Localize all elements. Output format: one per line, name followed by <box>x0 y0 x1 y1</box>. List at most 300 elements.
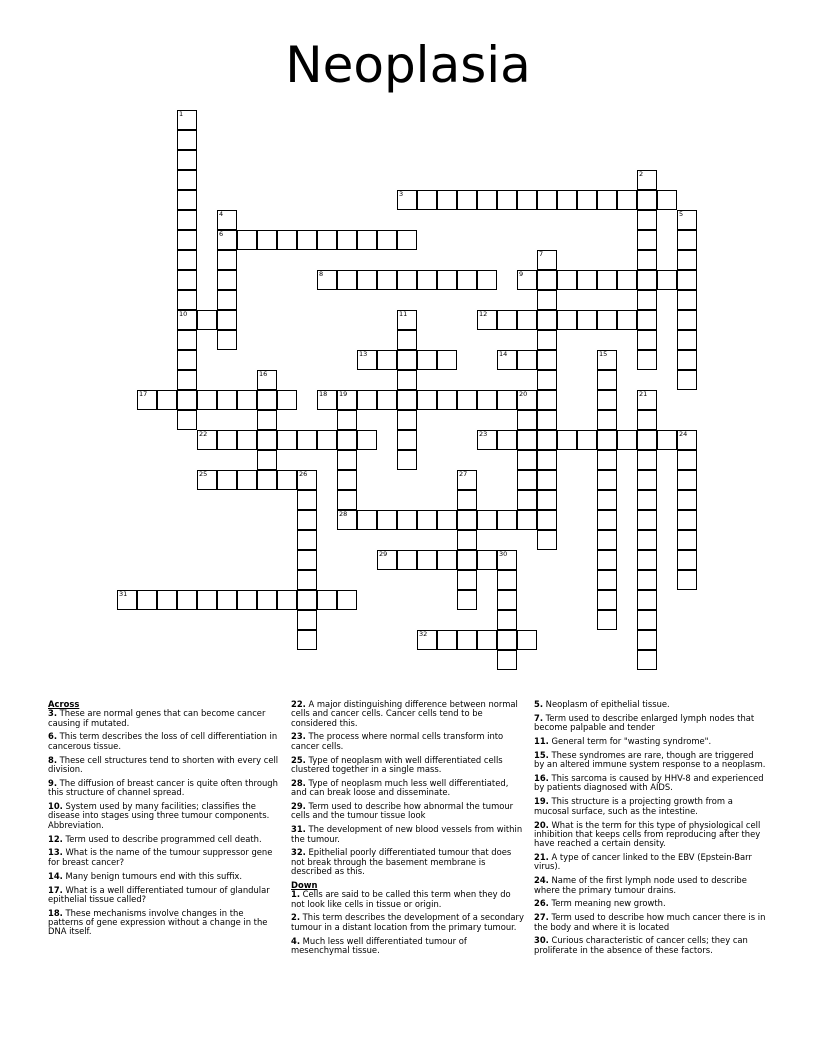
grid-cell[interactable] <box>417 350 437 370</box>
clue-text: These cell structures tend to shorten with every cell division. <box>48 754 279 774</box>
grid-cell[interactable] <box>177 590 197 610</box>
grid-cell[interactable] <box>637 330 657 350</box>
clue-column-1 <box>48 700 280 941</box>
clue-text: These syndromes are rare, though are triggered by an altered immune system response to a neoplasm. <box>534 749 766 770</box>
grid-cell[interactable] <box>637 450 657 470</box>
grid-cell[interactable] <box>437 350 457 370</box>
clue <box>291 825 525 844</box>
grid-cell[interactable] <box>637 630 657 650</box>
grid-cell[interactable] <box>297 550 317 570</box>
grid-cell[interactable] <box>597 550 617 570</box>
grid-cell[interactable] <box>517 190 537 210</box>
grid-cell[interactable] <box>597 430 617 450</box>
grid-cell[interactable] <box>477 510 497 530</box>
grid-cell[interactable] <box>197 590 217 610</box>
grid-cell[interactable] <box>457 550 477 570</box>
grid-cell[interactable] <box>637 650 657 670</box>
grid-cell[interactable] <box>317 390 337 410</box>
grid-cell[interactable] <box>377 510 397 530</box>
grid-cell[interactable] <box>437 270 457 290</box>
grid-cell[interactable] <box>637 470 657 490</box>
grid-cell[interactable] <box>657 430 677 450</box>
grid-cell[interactable] <box>537 350 557 370</box>
grid-cell[interactable] <box>677 230 697 250</box>
clue-number: 23 <box>479 430 488 438</box>
grid-cell[interactable] <box>177 210 197 230</box>
grid-cell[interactable] <box>677 290 697 310</box>
grid-cell[interactable] <box>257 450 277 470</box>
grid-cell[interactable] <box>677 350 697 370</box>
grid-cell[interactable] <box>337 510 357 530</box>
grid-cell[interactable] <box>597 310 617 330</box>
grid-cell[interactable] <box>377 550 397 570</box>
grid-cell[interactable] <box>357 230 377 250</box>
clue-text: These are normal genes that can become cancer causing if mutated. <box>48 708 266 728</box>
grid-cell[interactable] <box>637 170 657 190</box>
clue-number: 17 <box>139 390 148 398</box>
grid-cell[interactable] <box>337 490 357 510</box>
grid-cell[interactable] <box>677 510 697 530</box>
grid-cell[interactable] <box>457 490 477 510</box>
grid-cell[interactable] <box>497 650 517 670</box>
grid-cell[interactable] <box>377 230 397 250</box>
grid-cell[interactable] <box>617 310 637 330</box>
clue-text: What is the term for this type of physiological cell inhibition that keeps cells from reproducing after they have reached a certain density. <box>534 819 761 849</box>
grid-cell[interactable] <box>157 590 177 610</box>
grid-cell[interactable] <box>677 570 697 590</box>
clue-number: 11. <box>534 736 549 747</box>
grid-cell[interactable] <box>437 550 457 570</box>
grid-cell[interactable] <box>337 410 357 430</box>
grid-cell[interactable] <box>597 590 617 610</box>
clue-number: 19 <box>339 390 348 398</box>
grid-cell[interactable] <box>317 270 337 290</box>
grid-cell[interactable] <box>537 450 557 470</box>
grid-cell[interactable] <box>277 470 297 490</box>
grid-cell[interactable] <box>537 290 557 310</box>
grid-cell[interactable] <box>597 470 617 490</box>
clue-number: 27 <box>459 470 468 478</box>
grid-cell[interactable] <box>257 410 277 430</box>
grid-cell[interactable] <box>457 630 477 650</box>
grid-cell[interactable] <box>197 430 217 450</box>
grid-cell[interactable] <box>237 590 257 610</box>
grid-cell[interactable] <box>477 310 497 330</box>
grid-cell[interactable] <box>237 230 257 250</box>
grid-cell[interactable] <box>337 270 357 290</box>
grid-cell[interactable] <box>637 250 657 270</box>
grid-cell[interactable] <box>497 350 517 370</box>
grid-cell[interactable] <box>517 270 537 290</box>
grid-cell[interactable] <box>217 390 237 410</box>
grid-cell[interactable] <box>397 330 417 350</box>
grid-cell[interactable] <box>277 430 297 450</box>
grid-cell[interactable] <box>617 190 637 210</box>
grid-cell[interactable] <box>677 270 697 290</box>
grid-cell[interactable] <box>397 410 417 430</box>
grid-cell[interactable] <box>517 410 537 430</box>
grid-cell[interactable] <box>517 350 537 370</box>
grid-cell[interactable] <box>677 530 697 550</box>
grid-cell[interactable] <box>537 250 557 270</box>
grid-cell[interactable] <box>237 430 257 450</box>
clue-number: 16 <box>259 370 268 378</box>
grid-cell[interactable] <box>537 190 557 210</box>
clue-number: 7 <box>539 250 544 258</box>
grid-cell[interactable] <box>217 310 237 330</box>
clue <box>534 751 766 770</box>
grid-cell[interactable] <box>177 270 197 290</box>
grid-cell[interactable] <box>297 610 317 630</box>
grid-cell[interactable] <box>477 630 497 650</box>
clue-column-3 <box>534 700 766 960</box>
grid-cell[interactable] <box>597 350 617 370</box>
grid-cell[interactable] <box>617 270 637 290</box>
clue-number: 28. <box>291 777 306 788</box>
grid-cell[interactable] <box>177 350 197 370</box>
grid-cell[interactable] <box>417 630 437 650</box>
grid-cell[interactable] <box>657 190 677 210</box>
grid-cell[interactable] <box>497 430 517 450</box>
clue-text: These mechanisms involve changes in the patterns of gene expression without a change in the DNA itself. <box>48 907 268 937</box>
grid-cell[interactable] <box>257 470 277 490</box>
grid-cell[interactable] <box>557 190 577 210</box>
grid-cell[interactable] <box>637 190 657 210</box>
grid-cell[interactable] <box>597 450 617 470</box>
grid-cell[interactable] <box>417 190 437 210</box>
grid-cell[interactable] <box>297 230 317 250</box>
grid-cell[interactable] <box>397 190 417 210</box>
grid-cell[interactable] <box>297 570 317 590</box>
grid-cell[interactable] <box>537 490 557 510</box>
clue <box>48 732 280 751</box>
clue-text: This term describes the loss of cell differentiation in cancerous tissue. <box>48 731 278 751</box>
grid-cell[interactable] <box>497 590 517 610</box>
grid-cell[interactable] <box>177 130 197 150</box>
grid-cell[interactable] <box>337 450 357 470</box>
grid-cell[interactable] <box>537 530 557 550</box>
grid-cell[interactable] <box>277 590 297 610</box>
grid-cell[interactable] <box>217 250 237 270</box>
grid-cell[interactable] <box>637 390 657 410</box>
grid-cell[interactable] <box>217 290 237 310</box>
grid-cell[interactable] <box>357 270 377 290</box>
clue <box>48 835 280 844</box>
grid-cell[interactable] <box>457 270 477 290</box>
grid-cell[interactable] <box>177 250 197 270</box>
grid-cell[interactable] <box>597 490 617 510</box>
grid-cell[interactable] <box>297 510 317 530</box>
grid-cell[interactable] <box>297 590 317 610</box>
grid-cell[interactable] <box>217 430 237 450</box>
grid-cell[interactable] <box>377 270 397 290</box>
grid-cell[interactable] <box>297 470 317 490</box>
grid-cell[interactable] <box>317 230 337 250</box>
grid-cell[interactable] <box>677 450 697 470</box>
grid-cell[interactable] <box>517 470 537 490</box>
grid-cell[interactable] <box>177 330 197 350</box>
grid-cell[interactable] <box>437 630 457 650</box>
grid-cell[interactable] <box>597 510 617 530</box>
grid-cell[interactable] <box>537 410 557 430</box>
grid-cell[interactable] <box>577 430 597 450</box>
clue-number: 15 <box>599 350 608 358</box>
grid-cell[interactable] <box>637 510 657 530</box>
clue-number: 6 <box>219 230 224 238</box>
grid-cell[interactable] <box>177 170 197 190</box>
grid-cell[interactable] <box>577 190 597 210</box>
grid-cell[interactable] <box>537 430 557 450</box>
grid-cell[interactable] <box>277 230 297 250</box>
grid-cell[interactable] <box>497 550 517 570</box>
grid-cell[interactable] <box>597 410 617 430</box>
grid-cell[interactable] <box>477 430 497 450</box>
grid-cell[interactable] <box>637 550 657 570</box>
grid-cell[interactable] <box>457 390 477 410</box>
grid-cell[interactable] <box>417 510 437 530</box>
grid-cell[interactable] <box>337 470 357 490</box>
grid-cell[interactable] <box>457 590 477 610</box>
grid-cell[interactable] <box>517 310 537 330</box>
grid-cell[interactable] <box>417 270 437 290</box>
grid-cell[interactable] <box>637 590 657 610</box>
down-heading: Down <box>291 879 318 890</box>
grid-cell[interactable] <box>497 390 517 410</box>
grid-cell[interactable] <box>457 530 477 550</box>
grid-cell[interactable] <box>397 230 417 250</box>
grid-cell[interactable] <box>417 550 437 570</box>
grid-cell[interactable] <box>397 550 417 570</box>
grid-cell[interactable] <box>597 570 617 590</box>
grid-cell[interactable] <box>397 510 417 530</box>
grid-cell[interactable] <box>397 350 417 370</box>
grid-cell[interactable] <box>257 370 277 390</box>
grid-cell[interactable] <box>257 390 277 410</box>
grid-cell[interactable] <box>637 350 657 370</box>
grid-cell[interactable] <box>597 370 617 390</box>
grid-cell[interactable] <box>337 430 357 450</box>
clue <box>534 821 766 849</box>
grid-cell[interactable] <box>577 310 597 330</box>
grid-cell[interactable] <box>677 470 697 490</box>
grid-cell[interactable] <box>477 190 497 210</box>
clue-number: 24. <box>534 875 549 886</box>
grid-cell[interactable] <box>557 430 577 450</box>
grid-cell[interactable] <box>237 470 257 490</box>
grid-cell[interactable] <box>517 510 537 530</box>
grid-cell[interactable] <box>197 390 217 410</box>
grid-cell[interactable] <box>537 470 557 490</box>
clue <box>534 774 766 793</box>
grid-cell[interactable] <box>517 630 537 650</box>
grid-cell[interactable] <box>397 430 417 450</box>
grid-cell[interactable] <box>597 530 617 550</box>
grid-cell[interactable] <box>637 290 657 310</box>
grid-cell[interactable] <box>357 510 377 530</box>
grid-cell[interactable] <box>317 430 337 450</box>
grid-cell[interactable] <box>517 490 537 510</box>
grid-cell[interactable] <box>217 230 237 250</box>
grid-cell[interactable] <box>677 490 697 510</box>
grid-cell[interactable] <box>217 210 237 230</box>
grid-cell[interactable] <box>397 270 417 290</box>
grid-cell[interactable] <box>237 390 257 410</box>
grid-cell[interactable] <box>537 270 557 290</box>
grid-cell[interactable] <box>557 310 577 330</box>
clue-number: 10 <box>179 310 188 318</box>
clue-number: 2 <box>639 170 644 178</box>
grid-cell[interactable] <box>677 210 697 230</box>
grid-cell[interactable] <box>397 370 417 390</box>
grid-cell[interactable] <box>177 370 197 390</box>
grid-cell[interactable] <box>537 330 557 350</box>
grid-cell[interactable] <box>137 590 157 610</box>
grid-cell[interactable] <box>637 430 657 450</box>
grid-cell[interactable] <box>517 450 537 470</box>
grid-cell[interactable] <box>357 350 377 370</box>
grid-cell[interactable] <box>437 510 457 530</box>
grid-cell[interactable] <box>217 330 237 350</box>
grid-cell[interactable] <box>337 230 357 250</box>
grid-cell[interactable] <box>497 610 517 630</box>
grid-cell[interactable] <box>497 630 517 650</box>
grid-cell[interactable] <box>577 270 597 290</box>
grid-cell[interactable] <box>157 390 177 410</box>
clue-number: 24 <box>679 430 688 438</box>
grid-cell[interactable] <box>677 250 697 270</box>
grid-cell[interactable] <box>537 370 557 390</box>
grid-cell[interactable] <box>537 510 557 530</box>
clue <box>534 899 766 908</box>
clue-text: What is the name of the tumour suppressor gene for breast cancer? <box>48 847 273 867</box>
grid-cell[interactable] <box>177 410 197 430</box>
grid-cell[interactable] <box>297 430 317 450</box>
grid-cell[interactable] <box>257 430 277 450</box>
grid-cell[interactable] <box>337 390 357 410</box>
grid-cell[interactable] <box>637 230 657 250</box>
grid-cell[interactable] <box>177 290 197 310</box>
clue-number: 9 <box>519 270 524 278</box>
grid-cell[interactable] <box>397 390 417 410</box>
grid-cell[interactable] <box>677 310 697 330</box>
grid-cell[interactable] <box>137 390 157 410</box>
grid-cell[interactable] <box>597 610 617 630</box>
grid-cell[interactable] <box>217 270 237 290</box>
clue-text: Term used to describe enlarged lymph nodes that become palpable and tender <box>534 712 755 733</box>
grid-cell[interactable] <box>357 390 377 410</box>
grid-cell[interactable] <box>597 190 617 210</box>
grid-cell[interactable] <box>637 410 657 430</box>
grid-cell[interactable] <box>677 330 697 350</box>
grid-cell[interactable] <box>637 530 657 550</box>
grid-cell[interactable] <box>397 450 417 470</box>
clue-number: 15. <box>534 749 549 760</box>
clue-text: Cells are said to be called this term when they do not look like cells in tissue or origin. <box>291 889 511 909</box>
grid-cell[interactable] <box>397 310 417 330</box>
grid-cell[interactable] <box>177 310 197 330</box>
grid-cell[interactable] <box>637 310 657 330</box>
grid-cell[interactable] <box>297 630 317 650</box>
grid-cell[interactable] <box>177 110 197 130</box>
grid-cell[interactable] <box>497 310 517 330</box>
clue-text: Term used to describe how abnormal the tumour cells and the tumour tissue look <box>291 801 514 821</box>
grid-cell[interactable] <box>637 610 657 630</box>
grid-cell[interactable] <box>597 390 617 410</box>
grid-cell[interactable] <box>637 210 657 230</box>
grid-cell[interactable] <box>417 390 437 410</box>
clue-number: 2. <box>291 912 301 923</box>
grid-cell[interactable] <box>497 570 517 590</box>
grid-cell[interactable] <box>477 550 497 570</box>
grid-cell[interactable] <box>297 530 317 550</box>
grid-cell[interactable] <box>457 570 477 590</box>
clue-number: 29 <box>379 550 388 558</box>
grid-cell[interactable] <box>637 270 657 290</box>
grid-cell[interactable] <box>457 510 477 530</box>
grid-cell[interactable] <box>197 470 217 490</box>
clue-number: 1. <box>291 889 301 900</box>
clue <box>48 709 280 728</box>
grid-cell[interactable] <box>677 370 697 390</box>
grid-cell[interactable] <box>217 590 237 610</box>
grid-cell[interactable] <box>197 310 217 330</box>
grid-cell[interactable] <box>457 190 477 210</box>
clue-number: 14. <box>48 870 63 881</box>
grid-cell[interactable] <box>517 430 537 450</box>
clue-number: 12. <box>48 833 63 844</box>
grid-cell[interactable] <box>617 430 637 450</box>
grid-cell[interactable] <box>637 490 657 510</box>
grid-cell[interactable] <box>677 430 697 450</box>
grid-cell[interactable] <box>377 350 397 370</box>
grid-cell[interactable] <box>637 570 657 590</box>
clue-number: 30 <box>499 550 508 558</box>
grid-cell[interactable] <box>677 550 697 570</box>
grid-cell[interactable] <box>657 270 677 290</box>
grid-cell[interactable] <box>357 430 377 450</box>
grid-cell[interactable] <box>477 390 497 410</box>
grid-cell[interactable] <box>277 390 297 410</box>
clue <box>534 876 766 895</box>
grid-cell[interactable] <box>117 590 137 610</box>
grid-cell[interactable] <box>437 190 457 210</box>
grid-cell[interactable] <box>377 390 397 410</box>
clue-number: 30. <box>534 935 549 946</box>
grid-cell[interactable] <box>497 190 517 210</box>
clue-number: 18 <box>319 390 328 398</box>
clue-number: 20 <box>519 390 528 398</box>
grid-cell[interactable] <box>177 390 197 410</box>
grid-cell[interactable] <box>257 230 277 250</box>
grid-cell[interactable] <box>497 510 517 530</box>
grid-cell[interactable] <box>317 590 337 610</box>
grid-cell[interactable] <box>457 470 477 490</box>
grid-cell[interactable] <box>297 490 317 510</box>
grid-cell[interactable] <box>537 310 557 330</box>
grid-cell[interactable] <box>437 390 457 410</box>
grid-cell[interactable] <box>177 150 197 170</box>
grid-cell[interactable] <box>597 270 617 290</box>
grid-cell[interactable] <box>557 270 577 290</box>
grid-cell[interactable] <box>517 390 537 410</box>
grid-cell[interactable] <box>177 230 197 250</box>
grid-cell[interactable] <box>257 590 277 610</box>
grid-cell[interactable] <box>537 390 557 410</box>
grid-cell[interactable] <box>217 470 237 490</box>
grid-cell[interactable] <box>177 190 197 210</box>
grid-cell[interactable] <box>337 590 357 610</box>
grid-cell[interactable] <box>477 270 497 290</box>
